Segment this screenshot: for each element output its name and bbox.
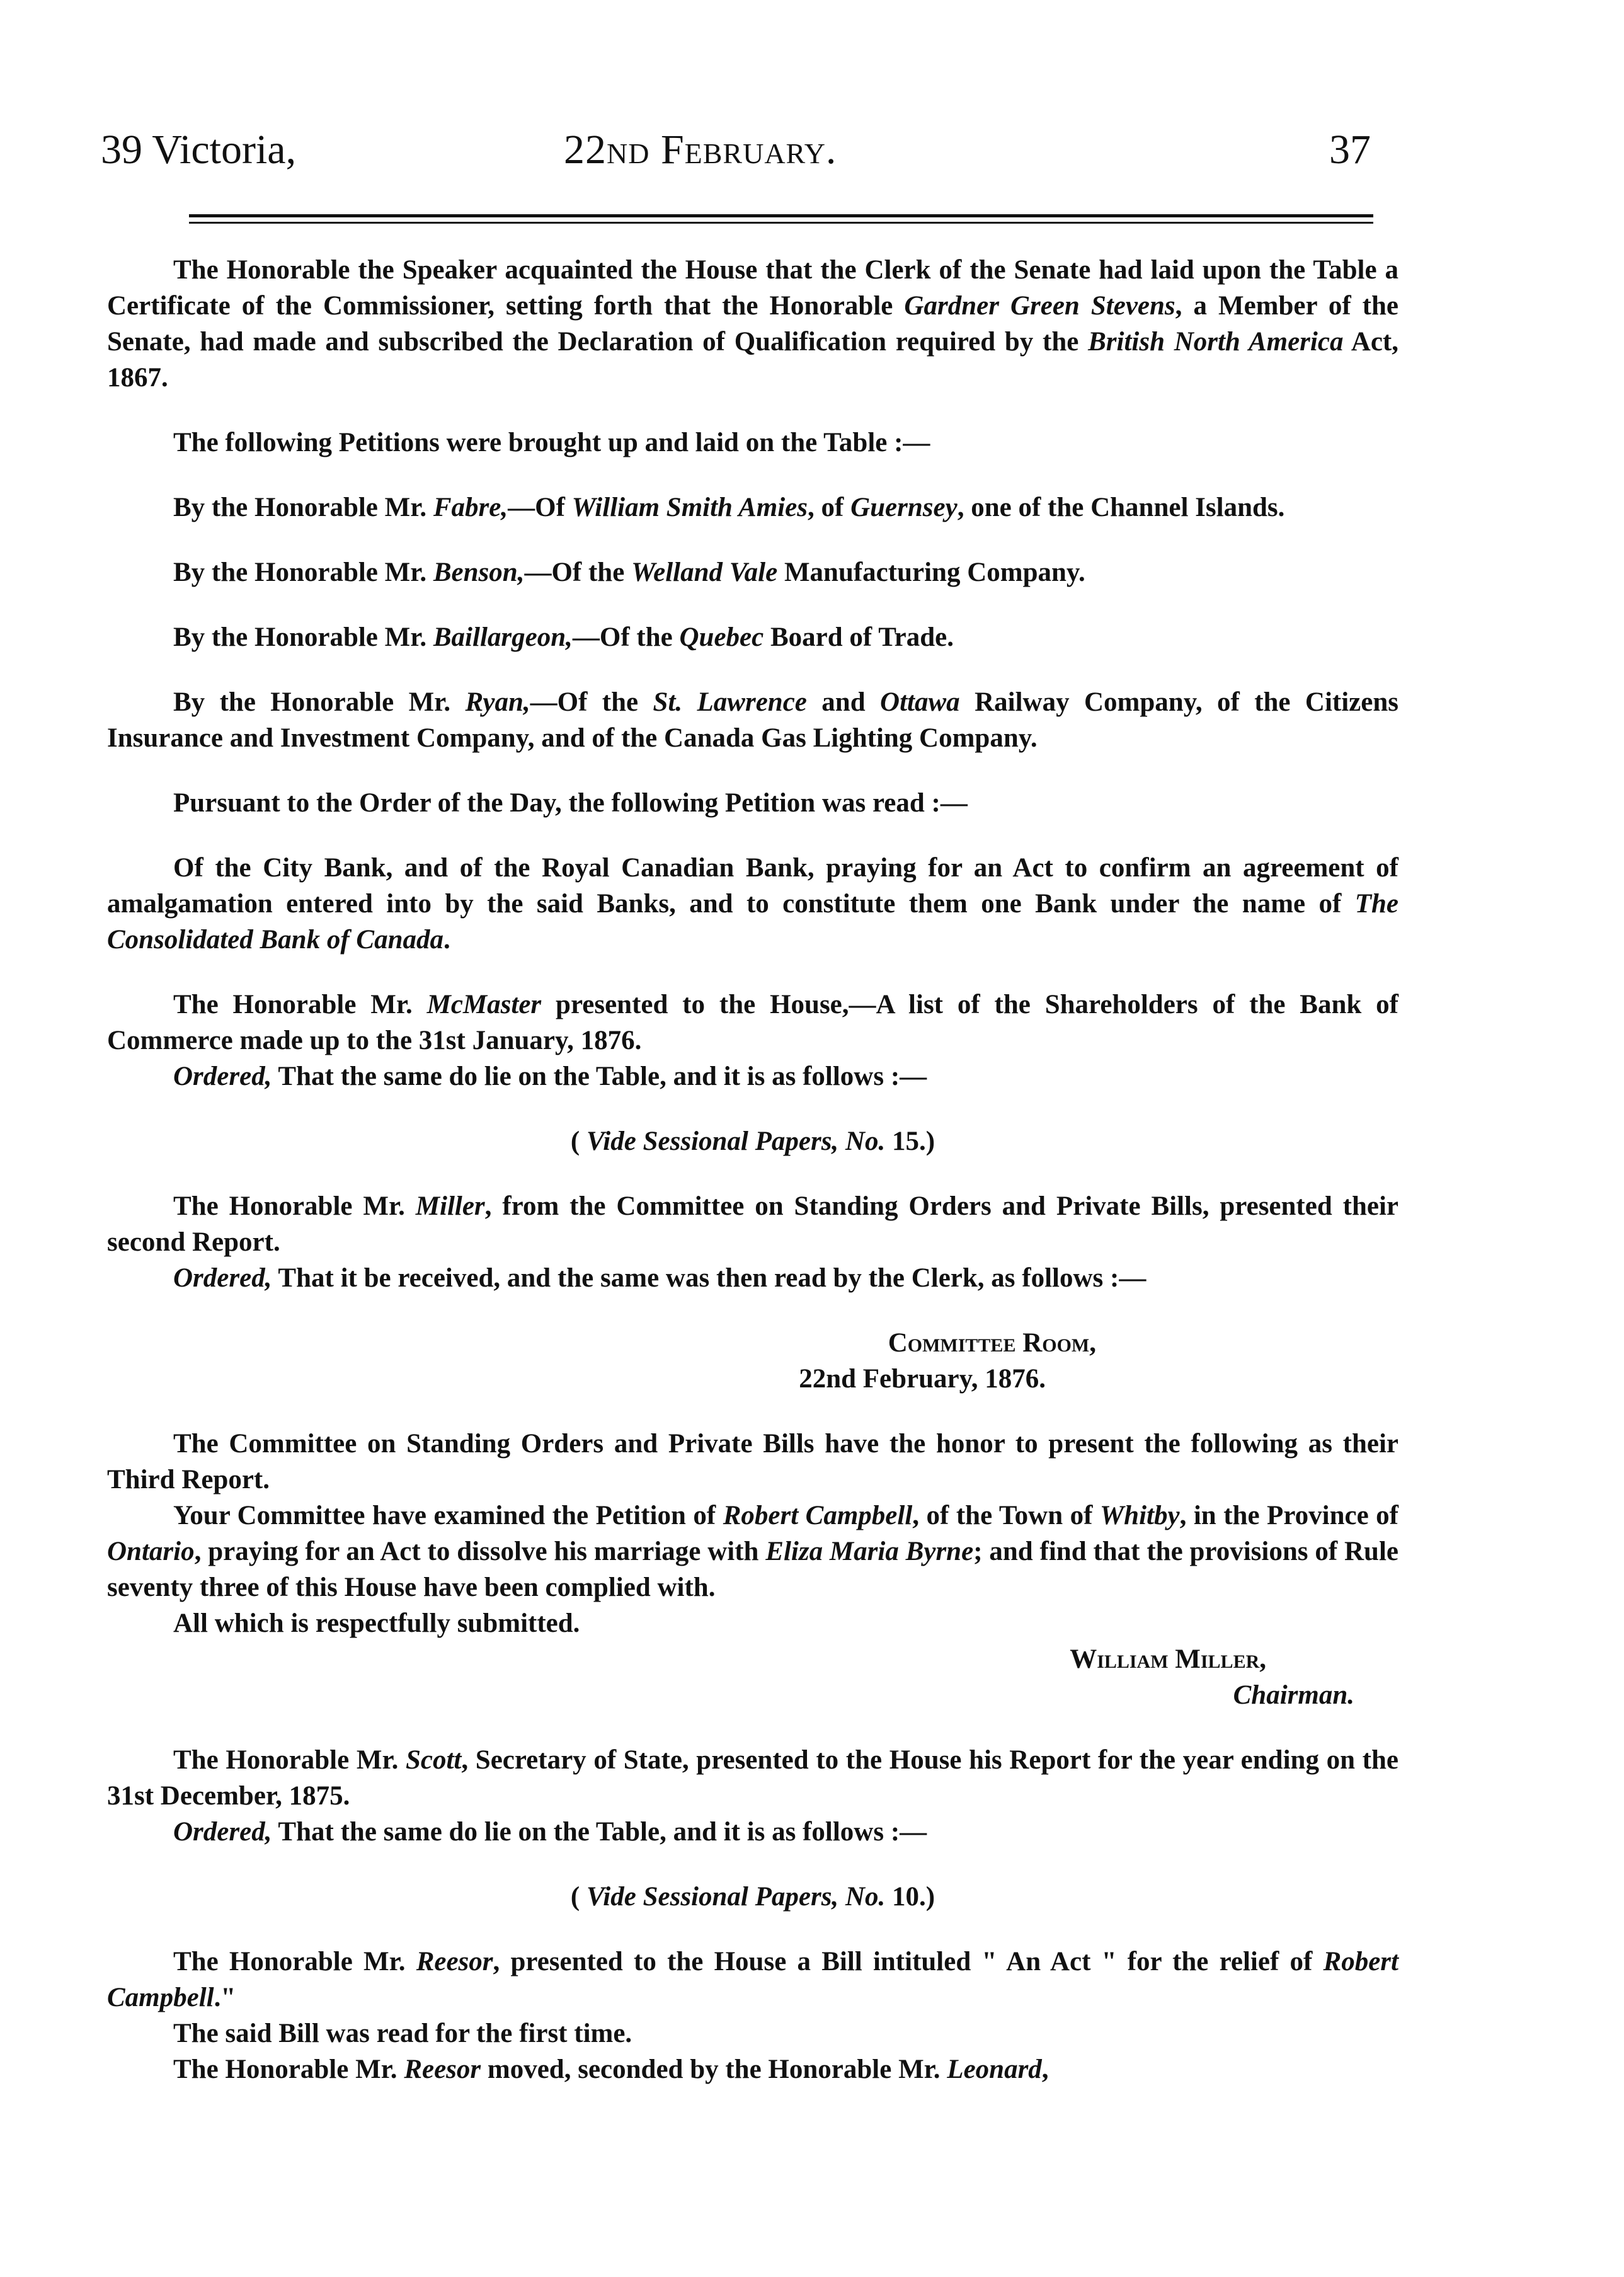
place-name: St. Lawrence — [653, 687, 807, 717]
petitioner-name: William Smith Amies — [571, 493, 808, 522]
text: Your Committee have examined the Petition of — [173, 1501, 723, 1530]
text: The Honorable Mr. — [173, 1745, 406, 1775]
text: —Of the — [572, 622, 680, 652]
text: By the Honorable Mr. — [173, 558, 433, 587]
ordered-label: Ordered, — [173, 1817, 272, 1847]
paragraph-scott-report — [107, 1742, 1398, 1814]
place-name: Guernsey — [850, 493, 958, 522]
text: Railway Company, of the Citizens Insurance and Investment Company, and of the Canada Gas Lighting Company. — [107, 687, 1398, 753]
text: Committee Room, — [888, 1328, 1096, 1358]
text: 15.) — [885, 1127, 935, 1156]
text: —Of the — [524, 558, 632, 587]
journal-body — [107, 252, 1398, 2087]
header-rule-thick — [189, 214, 1373, 217]
text: moved, seconded by the Honorable Mr. — [481, 2055, 947, 2084]
signature-name — [107, 1641, 1398, 1677]
report-date — [107, 1361, 1398, 1397]
date-header: 22nd February. — [564, 127, 837, 173]
text: The Honorable the Speaker acquainted the House that the Clerk of the Senate had laid upon the Table a Certificate of the Commissioner, setting forth that the Honorable — [107, 255, 1398, 321]
text: —Of the — [530, 687, 653, 717]
place-name: Whitby — [1099, 1501, 1180, 1530]
vide-sessional-papers-10 — [107, 1879, 1398, 1915]
text: Chairman. — [1233, 1680, 1354, 1710]
person-name: Eliza Maria Byrne — [765, 1537, 974, 1566]
bank-name: The Consolidated Bank of Canada — [107, 889, 1398, 955]
petition-baillargeon — [107, 619, 1398, 655]
paragraph-ordered-1 — [107, 1058, 1398, 1094]
paragraph-first-reading: The said Bill was read for the first time. — [173, 2019, 632, 2048]
text: , a Member of the Senate, had made and subscribed the Declaration of Qualification required by the — [107, 291, 1398, 357]
text: —Of — [508, 493, 572, 522]
text: and — [806, 687, 881, 717]
person-name: Robert Campbell — [723, 1501, 913, 1530]
header-rule-thin — [189, 222, 1373, 224]
text: William Miller, — [1070, 1644, 1266, 1674]
paragraph-mcmaster — [107, 987, 1398, 1058]
member-name: Leonard — [947, 2055, 1042, 2084]
text: , from the Committee on Standing Orders and Private Bills, presented their second Report. — [107, 1191, 1398, 1257]
text: ." — [214, 1983, 236, 2012]
member-name: Benson, — [433, 558, 525, 587]
paragraph-submitted: All which is respectfully submitted. — [173, 1609, 580, 1638]
paragraph-third-report: The Committee on Standing Orders and Private Bills have the honor to present the following as their Third Report. — [107, 1429, 1398, 1494]
text: ( — [570, 1127, 586, 1156]
text: Manufacturing Company. — [777, 558, 1085, 587]
place-name: Quebec — [679, 622, 764, 652]
petition-ryan — [107, 684, 1398, 756]
text: The Honorable Mr. — [173, 990, 427, 1019]
text: , of — [808, 493, 851, 522]
place-name: Ottawa — [880, 687, 960, 717]
text: That the same do lie on the Table, and it is as follows :— — [272, 1062, 927, 1091]
text: Board of Trade. — [763, 622, 954, 652]
text: , one of the Channel Islands. — [957, 493, 1285, 522]
petition-benson — [107, 554, 1398, 590]
member-name: Reesor — [416, 1947, 493, 1976]
member-name: Baillargeon, — [433, 622, 573, 652]
text: 10.) — [885, 1882, 935, 1912]
member-name: Miller — [415, 1191, 485, 1221]
text: , Secretary of State, presented to the House his Report for the year ending on the 31st December, 1875. — [107, 1745, 1398, 1811]
text: The Honorable Mr. — [173, 1191, 416, 1221]
text: The Honorable Mr. — [173, 1947, 416, 1976]
text: That the same do lie on the Table, and it is as follows :— — [272, 1817, 927, 1847]
act-name: British North America — [1088, 327, 1344, 357]
paragraph-reesor-bill — [107, 1944, 1398, 2016]
paragraph-miller-report — [107, 1188, 1398, 1260]
senator-name: Gardner Green Stevens — [904, 291, 1175, 321]
member-name: Reesor — [404, 2055, 481, 2084]
paragraph-ordered-3 — [107, 1814, 1398, 1850]
paragraph-order-of-day: Pursuant to the Order of the Day, the following Petition was read :— — [173, 788, 968, 818]
member-name: McMaster — [426, 990, 542, 1019]
vide-sessional-papers-15 — [107, 1123, 1398, 1159]
text: Of the City Bank, and of the Royal Canadian Bank, praying for an Act to confirm an agreement of amalgamation entered into by the said Banks, and to constitute them one Bank under the name of — [107, 853, 1398, 919]
place-name: Ontario — [107, 1537, 195, 1566]
text: presented to the House,—A list of the Shareholders of the Bank of Commerce made up to the 31st January, 1876. — [107, 990, 1398, 1055]
text: That it be received, and the same was then read by the Clerk, as follows :— — [272, 1263, 1147, 1293]
paragraph-campbell-petition — [107, 1498, 1398, 1605]
ordered-label: Ordered, — [173, 1263, 272, 1293]
petition-fabre — [107, 490, 1398, 525]
signature-title — [107, 1677, 1398, 1713]
company-name: Welland Vale — [631, 558, 778, 587]
vide-label: Vide Sessional Papers, No. — [586, 1882, 886, 1912]
person-name: Robert Campbell — [107, 1947, 1398, 2012]
text: The Honorable Mr. — [173, 2055, 404, 2084]
text: , — [1041, 2055, 1049, 2084]
text: , presented to the House a Bill intituled " An Act " for the relief of — [493, 1947, 1324, 1976]
paragraph-petitions-intro: The following Petitions were brought up and laid on the Table :— — [173, 428, 930, 457]
text: , in the Province of — [1179, 1501, 1398, 1530]
session-header: 39 Victoria, — [101, 127, 297, 173]
text: By the Honorable Mr. — [173, 687, 466, 717]
text: By the Honorable Mr. — [173, 493, 433, 522]
text: By the Honorable Mr. — [173, 622, 433, 652]
member-name: Ryan, — [465, 687, 530, 717]
text: ; and find that the provisions of Rule seventy three of this House have been complied with. — [107, 1537, 1398, 1602]
paragraph-reesor-motion — [107, 2051, 1398, 2087]
member-name: Fabre, — [433, 493, 508, 522]
text: ( — [570, 1882, 586, 1912]
text: 22nd February, 1876. — [799, 1364, 1046, 1394]
ordered-label: Ordered, — [173, 1062, 272, 1091]
paragraph-ordered-2 — [107, 1260, 1398, 1296]
text: . — [443, 925, 450, 955]
text: Act, 1867. — [107, 327, 1399, 393]
committee-room — [107, 1325, 1398, 1361]
text: , of the Town of — [912, 1501, 1100, 1530]
paragraph-speaker-certificate — [107, 252, 1398, 396]
member-name: Scott — [405, 1745, 462, 1775]
page-number: 37 — [1329, 127, 1371, 173]
vide-label: Vide Sessional Papers, No. — [586, 1127, 886, 1156]
text: , praying for an Act to dissolve his marriage with — [194, 1537, 766, 1566]
petition-city-bank — [107, 850, 1398, 958]
